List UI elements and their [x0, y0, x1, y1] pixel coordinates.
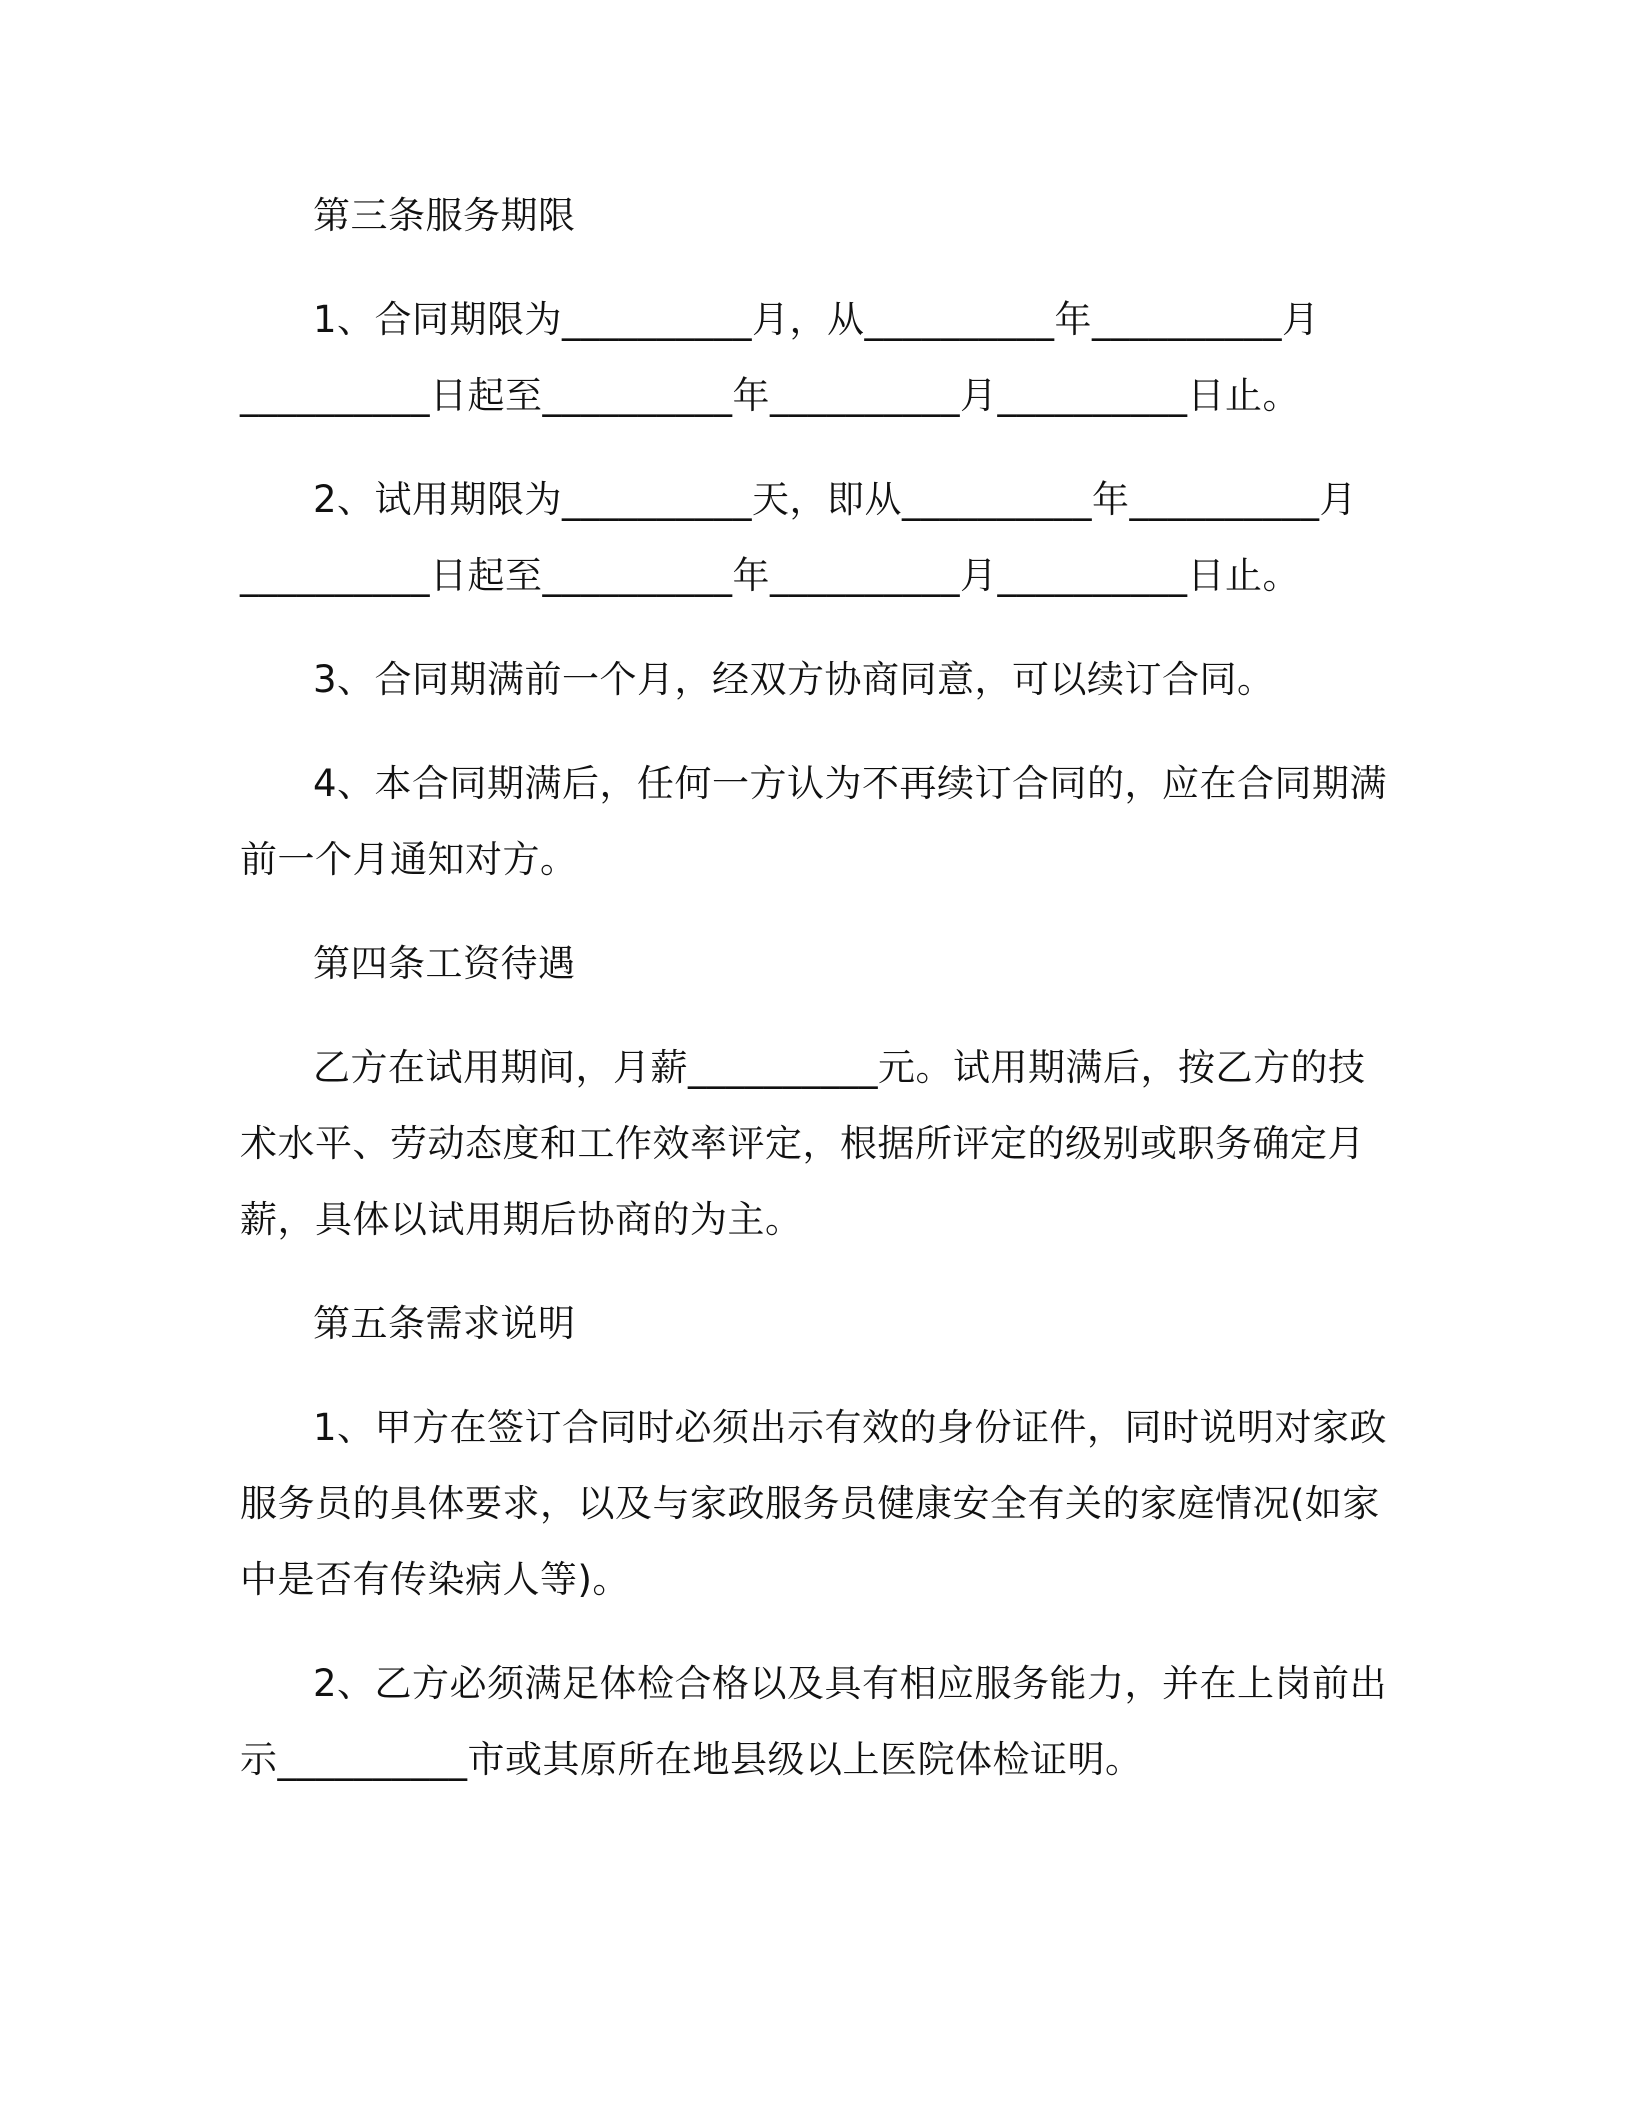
clause-5-1-line-1: 1、甲方在签订合同时必须出示有效的身份证件，同时说明对家政: [313, 1406, 1388, 1449]
clause-3-4-line-1: 4、本合同期满后，任何一方认为不再续订合同的，应在合同期满: [313, 762, 1388, 805]
section-4-body-line-3: 薪，具体以试用期后协商的为主。: [240, 1198, 803, 1241]
section-4-body-line-2: 术水平、劳动态度和工作效率评定，根据所评定的级别或职务确定月: [240, 1122, 1365, 1165]
clause-5-1-line-2: 服务员的具体要求，以及与家政服务员健康安全有关的家庭情况(如家: [240, 1482, 1380, 1525]
clause-3-1-line-1: 1、合同期限为__________月，从__________年__________月: [313, 298, 1320, 341]
clause-3-2-line-2: __________日起至__________年__________月__________日止。: [240, 554, 1300, 597]
clause-3-3: 3、合同期满前一个月，经双方协商同意，可以续订合同。: [313, 658, 1275, 701]
clause-5-2-line-1: 2、乙方必须满足体检合格以及具有相应服务能力，并在上岗前出: [313, 1662, 1388, 1705]
clause-3-4-line-2: 前一个月通知对方。: [240, 838, 578, 881]
section-3-heading: 第三条服务期限: [313, 194, 576, 237]
section-5-heading: 第五条需求说明: [313, 1302, 576, 1345]
clause-3-1-line-2: __________日起至__________年__________月__________日止。: [240, 374, 1300, 417]
clause-5-1-line-3: 中是否有传染病人等)。: [240, 1558, 630, 1601]
clause-3-2-line-1: 2、试用期限为__________天，即从__________年__________月: [313, 478, 1358, 521]
section-4-heading: 第四条工资待遇: [313, 942, 576, 985]
clause-5-2-line-2: 示__________市或其原所在地县级以上医院体检证明。: [240, 1738, 1143, 1781]
section-4-body-line-1: 乙方在试用期间，月薪__________元。试用期满后，按乙方的技: [313, 1046, 1366, 1089]
